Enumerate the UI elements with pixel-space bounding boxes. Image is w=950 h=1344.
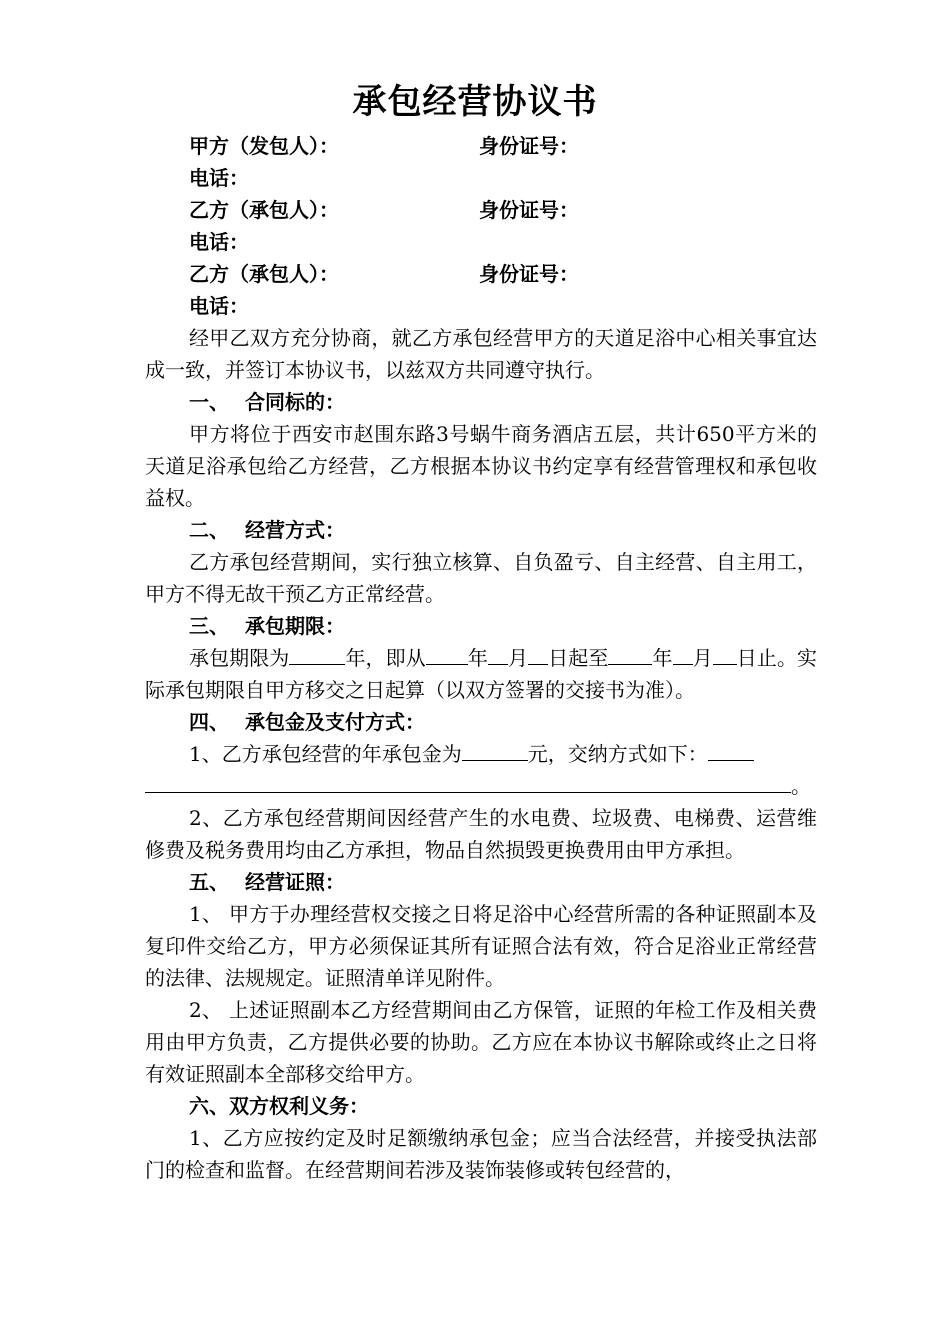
section-3-title: 承包期限： (245, 614, 345, 638)
intro-paragraph: 经甲乙双方充分协商，就乙方承包经营甲方的天道足浴中心相关事宜达成一致，并签订本协议书，以兹双方共同遵守执行。 (145, 326, 817, 382)
party-b2-phone: 电话： (189, 294, 249, 318)
section-2-heading (145, 514, 817, 546)
document-body (145, 130, 817, 1186)
section-2-title: 经营方式： (245, 518, 345, 542)
payment-text-1: 1、乙方承包经营的年承包金为 (189, 742, 462, 766)
term-text-7: 月 (692, 646, 713, 670)
payment-text-2: 元，交纳方式如下： (527, 742, 708, 766)
document-title: 承包经营协议书 (352, 82, 598, 122)
term-years-blank[interactable] (289, 644, 345, 665)
section-4-number: 四、 (189, 710, 229, 734)
term-text-9: 止。实际承包期限自甲方移交之日起算（以双方签署的交接书为准）。 (145, 646, 818, 702)
start-month-blank[interactable] (488, 644, 508, 665)
party-a-role: 甲方（发包人）： (189, 134, 339, 158)
section-3-heading (145, 610, 817, 642)
section-5-title: 经营证照： (245, 870, 345, 894)
term-text-1: 承包期限为 (189, 646, 290, 670)
term-text-4: 月 (507, 646, 529, 670)
term-text-8: 日 (736, 646, 757, 670)
party-b2-role: 乙方（承包人）： (189, 262, 339, 286)
section-5-heading (145, 866, 817, 898)
section-6-heading (145, 1090, 817, 1122)
section-2-number: 二、 (189, 518, 229, 542)
payment-method-line (145, 770, 817, 802)
section-3-number: 三、 (189, 614, 229, 638)
annual-fee-blank[interactable] (462, 740, 528, 761)
end-year-blank[interactable] (608, 644, 652, 665)
section-3-text (145, 642, 817, 706)
term-text-5: 日起至 (548, 646, 609, 670)
section-5-number: 五、 (189, 870, 229, 894)
end-day-blank[interactable] (713, 644, 737, 665)
section-1-heading (145, 386, 817, 418)
party-b2-row (145, 258, 817, 290)
section-6-title: 六、双方权利义务： (189, 1094, 369, 1118)
end-month-blank[interactable] (673, 644, 693, 665)
party-a-phone: 电话： (189, 166, 249, 190)
party-b1-role: 乙方（承包人）： (189, 198, 339, 222)
section-4-heading (145, 706, 817, 738)
start-year-blank[interactable] (426, 644, 468, 665)
payment-method-blank[interactable] (145, 770, 791, 793)
term-text-3: 年 (467, 646, 488, 670)
start-day-blank[interactable] (528, 644, 548, 665)
section-2-text: 乙方承包经营期间，实行独立核算、自负盈亏、自主经营、自主用工，甲方不得无故干预乙方正常经营。 (145, 550, 817, 606)
section-1-text: 甲方将位于西安市赵围东路3号蜗牛商务酒店五层，共计650平方米的天道足浴承包给乙方经营，乙方根据本协议书约定享有经营管理权和承包收益权。 (145, 422, 817, 510)
section-4-item-2: 2、乙方承包经营期间因经营产生的水电费、垃圾费、电梯费、运营维修费及税务费用均由乙方承担，物品自然损毁更换费用由甲方承担。 (145, 806, 817, 862)
section-5-item-2: 2、 上述证照副本乙方经营期间由乙方保管，证照的年检工作及相关费用由甲方负责，乙方提供必要的协助。乙方应在本协议书解除或终止之日将有效证照副本全部移交给甲方。 (145, 998, 817, 1086)
party-b1-id-label: 身份证号： (479, 198, 579, 222)
payment-line-end: 。 (791, 774, 811, 798)
section-4-item-1 (145, 738, 817, 770)
section-5-item-1: 1、 甲方于办理经营权交接之日将足浴中心经营所需的各种证照副本及复印件交给乙方，甲方必须保证其所有证照合法有效，符合足浴业正常经营的法律、法规规定。证照清单详见附件。 (145, 902, 817, 990)
section-6-item-1: 1、乙方应按约定及时足额缴纳承包金；应当合法经营，并接受执法部门的检查和监督。在经营期间若涉及装饰装修或转包经营的， (145, 1126, 817, 1182)
party-a-id-label: 身份证号： (479, 134, 579, 158)
party-b2-id-label: 身份证号： (479, 262, 579, 286)
section-1-number: 一、 (189, 390, 229, 414)
payment-method-blank-start[interactable] (708, 740, 754, 761)
party-b1-phone: 电话： (189, 230, 249, 254)
party-a-row (145, 130, 817, 162)
term-text-2: 年，即从 (345, 646, 426, 670)
section-1-title: 合同标的： (245, 390, 345, 414)
party-b1-row (145, 194, 817, 226)
term-text-6: 年 (652, 646, 673, 670)
section-4-title: 承包金及支付方式： (245, 710, 425, 734)
